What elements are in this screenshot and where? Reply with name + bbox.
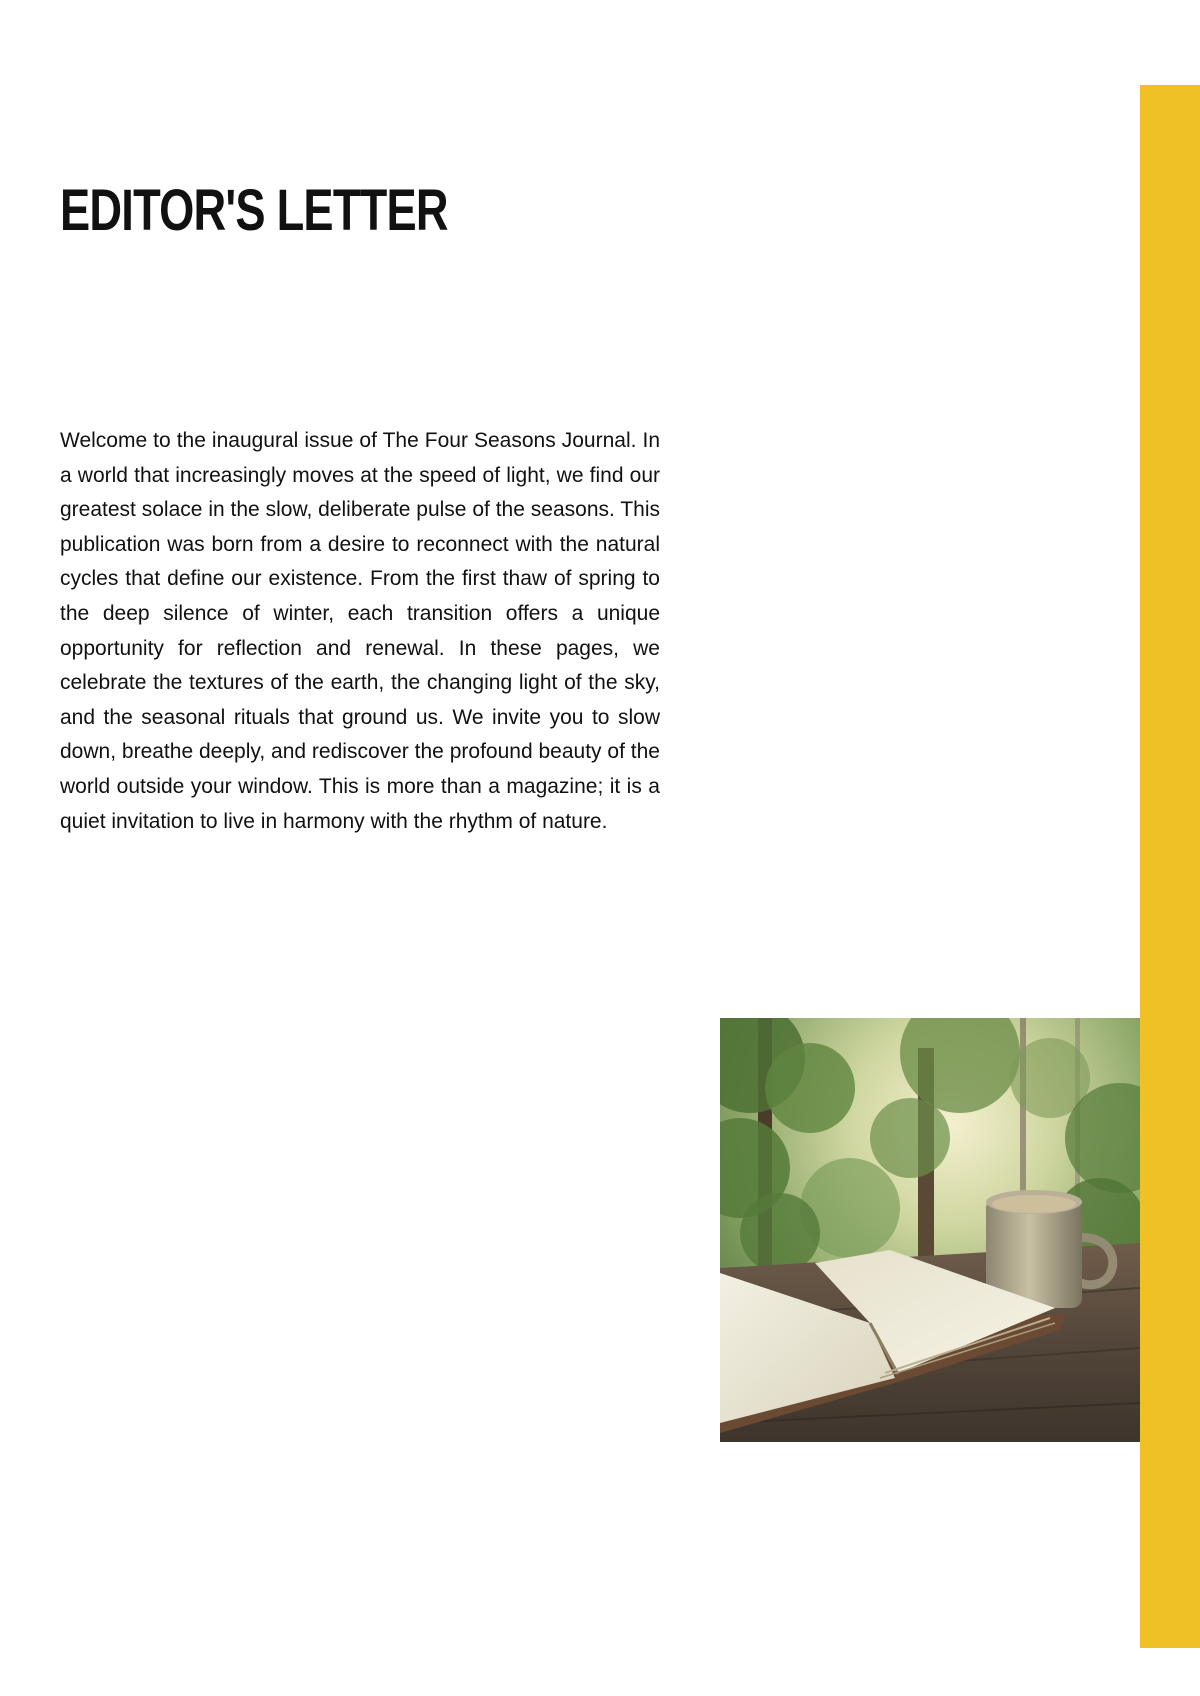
editors-letter-body: Welcome to the inaugural issue of The Four Seasons Journal. In a world that increasingly moves at the speed of light, we find our greatest solace in the slow, deliberate pulse of the seasons. This publication was born from a desire to reconnect with the natural cycles that define our existence. From the first thaw of spring to the deep silence of winter, each transition offers a unique opportunity for reflection and renewal. In these pages, we celebrate the textures of the earth, the changing light of the sky, and the seasonal rituals that ground us. We invite you to slow down, breathe deeply, and rediscover the profound beauty of the world outside your window. This is more than a magazine; it is a quiet invitation to live in harmony with the rhythm of nature. xyxy=(60,429,660,833)
page-title: EDITOR'S LETTER xyxy=(60,178,448,243)
book-and-mug-photo xyxy=(720,1018,1140,1442)
accent-bar xyxy=(1140,85,1200,1648)
